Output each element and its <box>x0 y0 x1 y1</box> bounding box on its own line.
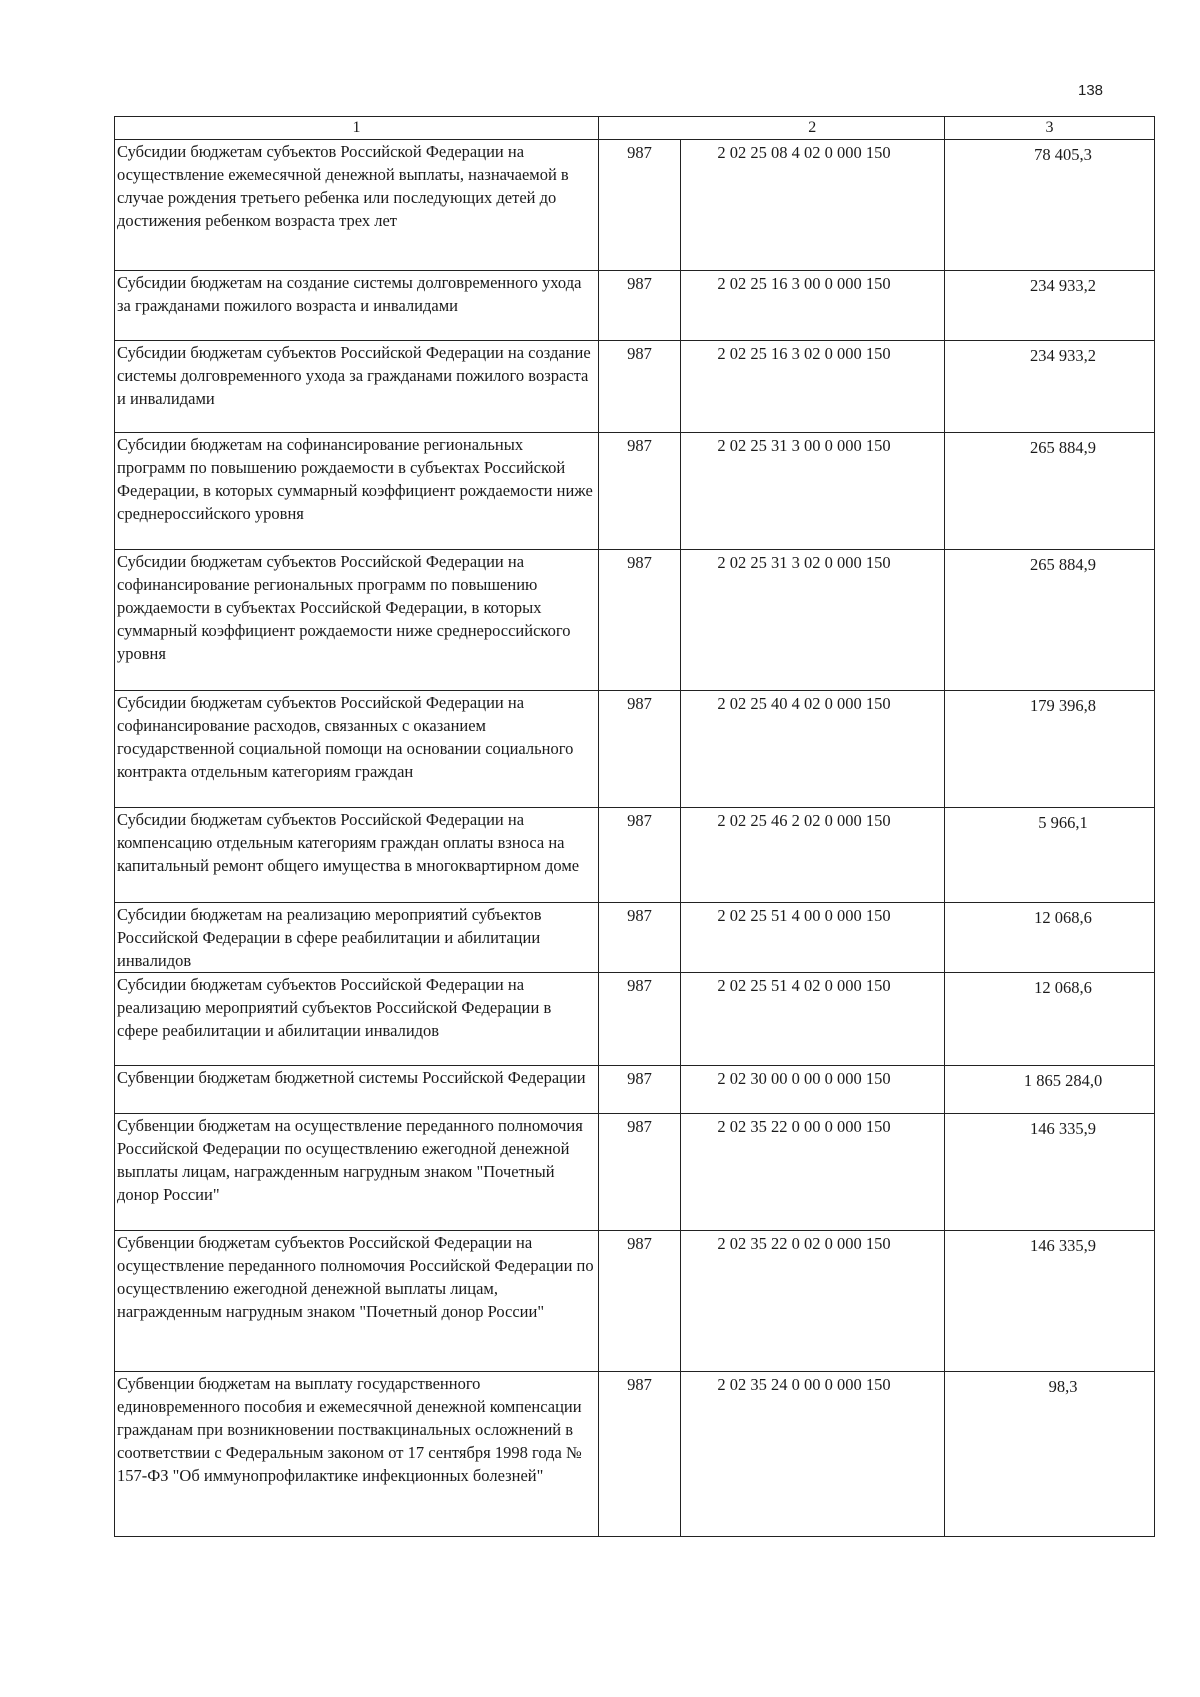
row-amount: 12 068,6 <box>945 973 1155 1066</box>
row-budget-code: 2 02 25 31 3 00 0 000 150 <box>681 433 945 550</box>
table-row <box>115 1114 1155 1231</box>
row-admin-code: 987 <box>599 1231 681 1372</box>
header-col-3: 3 <box>945 117 1155 140</box>
row-admin-code: 987 <box>599 433 681 550</box>
header-col-2-left <box>599 117 681 140</box>
row-budget-code: 2 02 25 51 4 00 0 000 150 <box>681 903 945 973</box>
table-row <box>115 1231 1155 1372</box>
row-amount: 5 966,1 <box>945 808 1155 903</box>
row-budget-code: 2 02 30 00 0 00 0 000 150 <box>681 1066 945 1114</box>
row-name: Субсидии бюджетам на реализацию мероприятий субъектов Российской Федерации в сфере реабилитации и абилитации инвалидов <box>115 903 599 973</box>
row-amount: 234 933,2 <box>945 271 1155 341</box>
row-admin-code: 987 <box>599 808 681 903</box>
header-col-1: 1 <box>115 117 599 140</box>
row-admin-code: 987 <box>599 1114 681 1231</box>
row-name: Субсидии бюджетам субъектов Российской Федерации на осуществление ежемесячной денежной выплаты, назначаемой в случае рождения третьего ребенка или последующих детей до достижения ребенком возраста трех лет <box>115 140 599 271</box>
table-row <box>115 1066 1155 1114</box>
row-admin-code: 987 <box>599 903 681 973</box>
row-name: Субсидии бюджетам на создание системы долговременного ухода за гражданами пожилого возраста и инвалидами <box>115 271 599 341</box>
row-name: Субсидии бюджетам субъектов Российской Федерации на софинансирование расходов, связанных с оказанием государственной социальной помощи на основании социального контракта отдельным категориям граждан <box>115 691 599 808</box>
row-name: Субвенции бюджетам на осуществление переданного полномочия Российской Федерации по осуществлению ежегодной денежной выплаты лицам, награжденным нагрудным знаком "Почетный донор России" <box>115 1114 599 1231</box>
table-row <box>115 973 1155 1066</box>
table-row <box>115 691 1155 808</box>
row-amount: 78 405,3 <box>945 140 1155 271</box>
page-number: 138 <box>1078 82 1104 99</box>
table-row <box>115 433 1155 550</box>
row-budget-code: 2 02 25 16 3 00 0 000 150 <box>681 271 945 341</box>
row-admin-code: 987 <box>599 691 681 808</box>
row-budget-code: 2 02 25 51 4 02 0 000 150 <box>681 973 945 1066</box>
table-row <box>115 1372 1155 1537</box>
row-amount: 265 884,9 <box>945 550 1155 691</box>
header-col-2: 2 <box>681 117 945 140</box>
row-name: Субвенции бюджетам субъектов Российской Федерации на осуществление переданного полномочия Российской Федерации по осуществлению ежегодной денежной выплаты лицам, награжденным нагрудным знаком "Почетный донор России" <box>115 1231 599 1372</box>
row-admin-code: 987 <box>599 550 681 691</box>
row-amount: 1 865 284,0 <box>945 1066 1155 1114</box>
table-header-row <box>115 117 1155 140</box>
table-row <box>115 550 1155 691</box>
budget-revenue-table <box>114 116 1155 1537</box>
row-budget-code: 2 02 25 40 4 02 0 000 150 <box>681 691 945 808</box>
table-row <box>115 341 1155 433</box>
row-budget-code: 2 02 35 22 0 00 0 000 150 <box>681 1114 945 1231</box>
row-budget-code: 2 02 25 16 3 02 0 000 150 <box>681 341 945 433</box>
row-name: Субсидии бюджетам субъектов Российской Федерации на создание системы долговременного ухода за гражданами пожилого возраста и инвалидами <box>115 341 599 433</box>
row-name: Субсидии бюджетам на софинансирование региональных программ по повышению рождаемости в субъектах Российской Федерации, в которых суммарный коэффициент рождаемости ниже среднероссийского уровня <box>115 433 599 550</box>
row-amount: 146 335,9 <box>945 1114 1155 1231</box>
row-amount: 98,3 <box>945 1372 1155 1537</box>
row-admin-code: 987 <box>599 1372 681 1537</box>
row-budget-code: 2 02 25 46 2 02 0 000 150 <box>681 808 945 903</box>
row-admin-code: 987 <box>599 140 681 271</box>
row-amount: 146 335,9 <box>945 1231 1155 1372</box>
table-row <box>115 271 1155 341</box>
row-admin-code: 987 <box>599 973 681 1066</box>
row-admin-code: 987 <box>599 271 681 341</box>
row-name: Субсидии бюджетам субъектов Российской Федерации на реализацию мероприятий субъектов Российской Федерации в сфере реабилитации и абилитации инвалидов <box>115 973 599 1066</box>
row-name: Субсидии бюджетам субъектов Российской Федерации на софинансирование региональных программ по повышению рождаемости в субъектах Российской Федерации, в которых суммарный коэффициент рождаемости ниже среднероссийского уровня <box>115 550 599 691</box>
table-row <box>115 808 1155 903</box>
table-row <box>115 140 1155 271</box>
row-amount: 234 933,2 <box>945 341 1155 433</box>
row-budget-code: 2 02 25 31 3 02 0 000 150 <box>681 550 945 691</box>
table-row <box>115 903 1155 973</box>
row-amount: 12 068,6 <box>945 903 1155 973</box>
row-budget-code: 2 02 25 08 4 02 0 000 150 <box>681 140 945 271</box>
row-name: Субсидии бюджетам субъектов Российской Федерации на компенсацию отдельным категориям граждан оплаты взноса на капитальный ремонт общего имущества в многоквартирном доме <box>115 808 599 903</box>
row-admin-code: 987 <box>599 1066 681 1114</box>
row-budget-code: 2 02 35 24 0 00 0 000 150 <box>681 1372 945 1537</box>
row-admin-code: 987 <box>599 341 681 433</box>
row-amount: 265 884,9 <box>945 433 1155 550</box>
row-name: Субвенции бюджетам на выплату государственного единовременного пособия и ежемесячной денежной компенсации гражданам при возникновении поствакцинальных осложнений в соответствии с Федеральным законом от 17 сентября 1998 года № 157-ФЗ "Об иммунопрофилактике инфекционных болезней" <box>115 1372 599 1537</box>
row-budget-code: 2 02 35 22 0 02 0 000 150 <box>681 1231 945 1372</box>
row-name: Субвенции бюджетам бюджетной системы Российской Федерации <box>115 1066 599 1114</box>
row-amount: 179 396,8 <box>945 691 1155 808</box>
